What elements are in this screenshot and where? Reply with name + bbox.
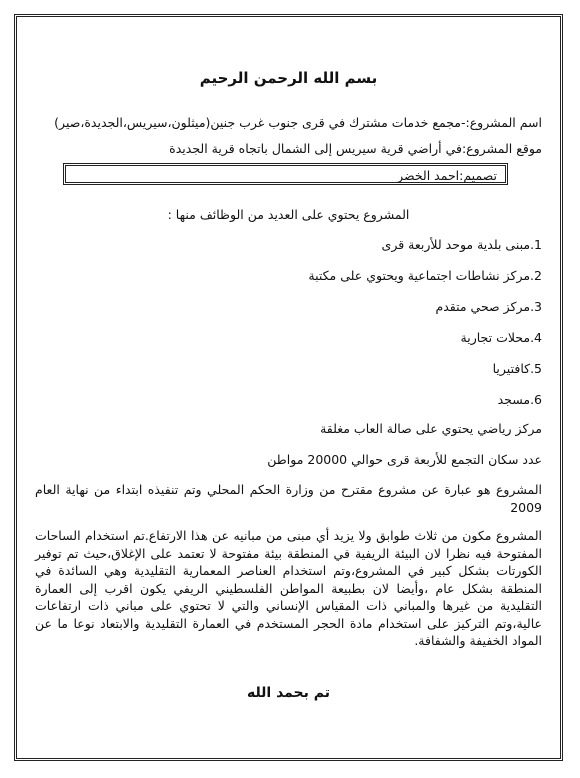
function-item-4: 4.محلات تجارية [460, 330, 542, 345]
basmala-heading: بسم الله الرحمن الرحيم [199, 69, 378, 87]
function-item-3: 3.مركز صحي متقدم [435, 299, 542, 314]
document-content [35, 17, 542, 758]
population-line: عدد سكان التجمع للأربعة قرى حوالي 20000 مواطن [267, 452, 542, 467]
closing-line: تم بحمد الله [246, 685, 331, 701]
proposal-paragraph: المشروع هو عبارة عن مشروع مقترح من وزارة الحكم المحلي وتم تنفيذه ابتداء من نهاية العام 2009 [35, 482, 542, 515]
designer-box [63, 163, 508, 185]
function-item-2: 2.مركز نشاطات اجتماعية ويحتوي على مكتبة [308, 268, 542, 283]
sports-center-line: مركز رياضي يحتوي على صالة العاب مغلقة [320, 421, 542, 436]
designer-line: تصميم:احمد الخضر [397, 168, 497, 183]
function-item-1: 1.مبنى بلدية موحد للأربعة قرى [381, 237, 542, 252]
document-page [14, 14, 563, 761]
project-location-line: موقع المشروع:في أراضي قرية سيريس إلى الشمال باتجاه قرية الجديدة [169, 141, 542, 156]
project-name-line: اسم المشروع:-مجمع خدمات مشترك في قرى جنوب غرب جنين(ميثلون،سيريس،الجديدة،صير) [54, 115, 542, 130]
function-item-5: 5.كافتيريا [492, 361, 542, 376]
functions-intro: المشروع يحتوي على العديد من الوظائف منها : [167, 207, 410, 222]
description-paragraph: المشروع مكون من ثلاث طوابق ولا يزيد أي مبنى من مبانيه عن هذا الارتفاع.تم استخدام الساحات المفتوحة فيه نظرا لان البيئة الريفية في المنطقة بيئة مفتوحة لا تعتمد على الإغلاق،حيث تم توفير الكورتات بشكل كبير في المشروع،وتم استخدام العناصر المعمارية التقليدية وهي السائدة في المنطقة بشكل عام ،وأيضا لان بطبيعة المواطن الفلسطيني الريفي يكون اقرب إلى العمارة التقليدية من غيرها والمباني ذات المقياس الإنساني والتي لا تحتوي على مباني ذات ارتفاعات عالية،وتم التركيز على استخدام مادة الحجر المستخدم في العمارة التقليدية والابتعاد نوعا ما عن المواد الخفيفة والشفافة. [35, 528, 542, 648]
function-item-6: 6.مسجد [497, 392, 542, 407]
